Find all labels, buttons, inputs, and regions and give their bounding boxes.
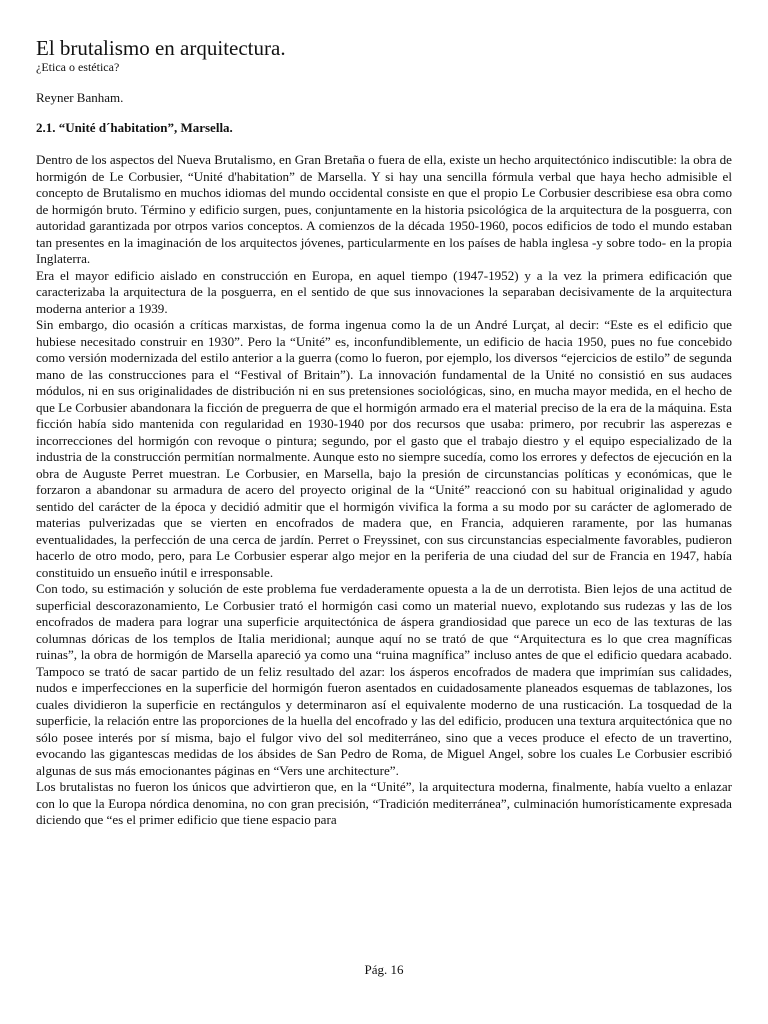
document-title: El brutalismo en arquitectura. bbox=[36, 36, 286, 60]
page-number: Pág. 16 bbox=[364, 962, 404, 977]
document-subtitle: ¿Etica o estética? bbox=[36, 60, 120, 74]
paragraph: Era el mayor edificio aislado en construcción en Europa, en aquel tiempo (1947-1952) y a la vez la primera edificación que caracterizaba la arquitectura de la posguerra, en el sentido de que sus innovaciones la separaban decisivamente de la arquitectura moderna anterior a 1939. bbox=[36, 267, 732, 316]
document-body bbox=[36, 152, 732, 829]
author-name: Reyner Banham. bbox=[36, 90, 124, 105]
section-heading: 2.1. “Unité d´habitation”, Marsella. bbox=[36, 120, 233, 135]
paragraph: Dentro de los aspectos del Nueva Brutalismo, en Gran Bretaña o fuera de ella, existe un hecho arquitectónico indiscutible: la obra de hormigón de Le Corbusier, “Unité d'habitation” de Marsella. Y si hay una sencilla fórmula verbal que haya hecho admisible el concepto de Brutalismo en muchos idiomas del mundo occidental consiste en que el propio Le Corbusier describiese esa obra como de hormigón bruto. Término y edificio surgen, pues, conjuntamente en la historia psicológica de la arquitectura de la posguerra, con autoridad garantizada por otrpos varios conceptos. A comienzos de la década 1950-1960, pocos edificios de todo el mundo estaban tan presentes en la imaginación de los arquitectos jóvenes, particularmente en los países de habla inglesa -y sobre todo- en la propia Inglaterra. bbox=[36, 152, 732, 266]
paragraph: Con todo, su estimación y solución de este problema fue verdaderamente opuesta a la de un derrotista. Bien lejos de una actitud de superficial descorazonamiento, Le Corbusier trató el hormigón casi como un material nuevo, explotando sus rudezas y las de los encofrados de madera para lograr una superficie arquitectónica de áspera grandiosidad que parece un eco de las texturas de las columnas dóricas de los templos de Italia meridional; aunque aquí no se trató de que “Arquitectura es lo que crea magníficas ruinas”, la obra de hormigón de Marsella apareció ya como una “ruina magnífica” incluso antes de que el edificio quedara acabado. Tampoco se trató de sacar partido de un feliz resultado del azar: los ásperos encofrados de madera que imprimían sus calidades, nudos e imperfecciones en la superficie del hormigón fueron asentados en cuidadosamente planeados esquemas de tablazones, los cuales dividieron la superficie en rectángulos y determinaron así el equivalente moderno de una rusticación. La tosquedad de la superficie, la relación entre las proporciones de la huella del encofrado y las del edificio, producen una textura arquitectónica que no sólo posee interés por sí misma, bajo el fulgor vivo del sol mediterráneo, sino que a veces produce el efecto de un travertino, evocando las gigantescas medidas de los ábsides de San Pedro de Roma, de Miguel Angel, sobre los cuales Le Corbusier escribió algunas de sus más emocionantes páginas en “Vers une architecture”. bbox=[36, 581, 732, 778]
paragraph: Sin embargo, dio ocasión a críticas marxistas, de forma ingenua como la de un André Lurçat, al decir: “Este es el edificio que hubiese necesitado construir en 1930”. Pero la “Unité” es, inconfundiblemente, un edificio de hacia 1950, pues no fue concebido como versión modernizada del estilo anterior a la guerra (como lo fueron, por ejemplo, los diversos “ejercicios de estilo” de segunda mano de las construcciones para el “Festival of Britain”). La innovación fundamental de la Unité no consistió en sus audaces módulos, ni en sus originalidades de distribución ni en sus pretensiones sociológicas, sino, en mucha mayor medida, en el hecho de que Le Corbusier abandonara la ficción de preguerra de que el hormigón armado era el material preciso de la era de la máquina. Esta ficción había sido mantenida con regularidad en 1930-1940 por dos recursos que usaba: primero, por recubrir las asperezas e incorrecciones del hormigón con revoque o pintura; segundo, por el gasto que el trabajo diestro y el equipo especializado de la industria de la construcción permitían normalmente. Aunque esto no siempre sucedía, como los errores y defectos de ejecución en la obra de Auguste Perret muestran. Le Corbusier, en Marsella, bajo la presión de circunstancias políticas y económicas, que le forzaron a abandonar su armadura de acero del proyecto original de la “Unité” reaccionó con su habitual originalidad y agudo sentido del carácter de la época y decidió admitir que el hormigón vivifica la forma a su modo por su carácter de aglomerado de materias pulverizadas que se vierten en encofrados de madera que, en Francia, adquieren raramente, por las humanas eventualidades, la perfección de una cerca de jardín. Perret o Freyssinet, con sus circunstancias especialmente favorables, pudieron hacerlo de otro modo, pero, para Le Corbusier esperar algo mejor en la periferia de una ciudad del sur de Francia en 1947, había constituido un ensueño inútil e irresponsable. bbox=[36, 317, 732, 580]
paragraph: Los brutalistas no fueron los únicos que advirtieron que, en la “Unité”, la arquitectura moderna, finalmente, había vuelto a enlazar con lo que la Europa nórdica denomina, no con gran precisión, “Tradición mediterránea”, culminación humorísticamente expresada diciendo que “es el primer edificio que tiene espacio para bbox=[36, 779, 732, 827]
document-page bbox=[36, 36, 732, 829]
